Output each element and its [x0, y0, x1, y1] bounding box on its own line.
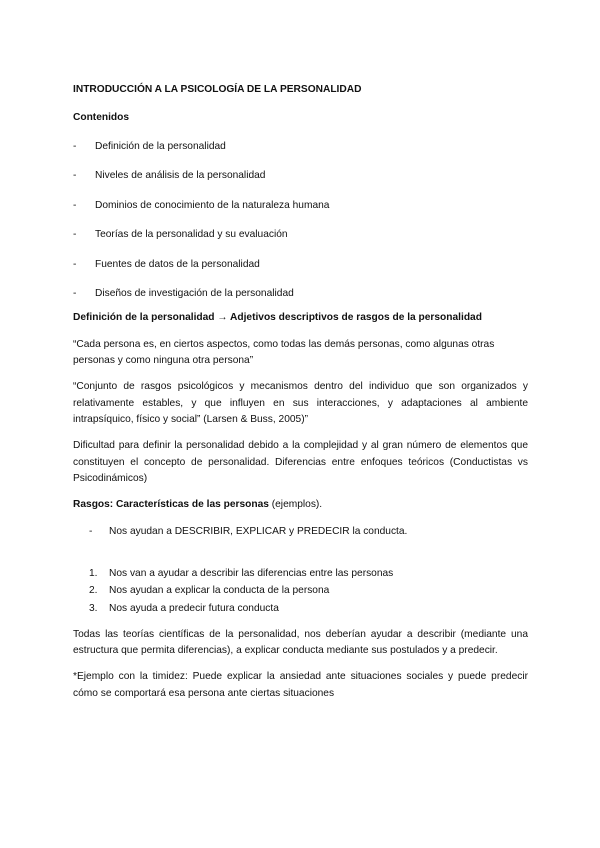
- list-item-text: Dominios de conocimiento de la naturaleza humana: [95, 199, 330, 211]
- item-number: 1.: [89, 567, 98, 579]
- numbered-item: [89, 583, 528, 599]
- dash-marker: -: [73, 258, 77, 270]
- traits-heading: Rasgos: Características de las personas: [73, 499, 269, 511]
- difficulty-paragraph: Dificultad para definir la personalidad debido a la complejidad y al gran número de elementos que constituyen el concepto de personalidad. Diferencias entre enfoques teóricos (Conductistas vs Psicodinámicos): [73, 440, 528, 484]
- bullet-text: Nos ayudan a DESCRIBIR, EXPLICAR y PREDECIR la conducta.: [109, 525, 408, 537]
- numbered-item: [89, 601, 528, 617]
- list-item: [73, 168, 528, 184]
- list-item: [73, 198, 528, 214]
- bullet-dash: -: [89, 525, 93, 537]
- numbered-item: [89, 566, 528, 582]
- quote-paragraph: “Cada persona es, en ciertos aspectos, como todas las demás personas, como algunas otras personas y como ninguna otra persona”: [73, 338, 495, 367]
- definition-heading: Definición de la personalidad → Adjetivos descriptivos de rasgos de la personalidad: [73, 312, 482, 324]
- definition-quote-paragraph: “Conjunto de rasgos psicológicos y mecanismos dentro del individuo que son organizados y relativamente estables, y que influyen en sus interacciones, y adaptaciones al ambiente intrapsíquico, físico y social” (Larsen & Buss, 2005)”: [73, 381, 528, 425]
- list-item-text: Fuentes de datos de la personalidad: [95, 258, 260, 270]
- list-item-text: Diseños de investigación de la personalidad: [95, 288, 294, 300]
- list-item: [73, 286, 528, 302]
- item-text: Nos van a ayudar a describir las diferencias entre las personas: [109, 567, 394, 579]
- list-item-text: Definición de la personalidad: [95, 140, 226, 152]
- traits-paragraph: [73, 497, 528, 513]
- item-text: Nos ayuda a predecir futura conducta: [109, 602, 279, 614]
- document-title: INTRODUCCIÓN A LA PSICOLOGÍA DE LA PERSONALIDAD: [73, 84, 362, 95]
- dash-marker: -: [73, 140, 77, 152]
- list-item-text: Niveles de análisis de la personalidad: [95, 170, 266, 182]
- document-page: [73, 82, 528, 712]
- dash-marker: -: [73, 170, 77, 182]
- bullet-item: [89, 524, 528, 540]
- list-item: [73, 227, 528, 243]
- example-paragraph: *Ejemplo con la timidez: Puede explicar la ansiedad ante situaciones sociales y puede predecir cómo se comportará esa persona ante ciertas situaciones: [73, 671, 528, 699]
- list-item-text: Teorías de la personalidad y su evaluación: [95, 229, 288, 241]
- list-item: [73, 257, 528, 273]
- contents-list: [73, 139, 528, 303]
- dash-marker: -: [73, 229, 77, 241]
- traits-suffix: (ejemplos).: [268, 499, 323, 511]
- item-number: 3.: [89, 602, 98, 614]
- dash-marker: -: [73, 288, 77, 300]
- contents-heading: Contenidos: [73, 112, 130, 124]
- item-text: Nos ayudan a explicar la conducta de la persona: [109, 585, 330, 597]
- theories-paragraph: Todas las teorías científicas de la personalidad, nos deberían ayudar a describir (mediante una estructura que permita diferencias), a explicar conducta mediante sus postulados y a predecir.: [73, 628, 528, 657]
- item-number: 2.: [89, 585, 98, 597]
- list-item: [73, 139, 528, 155]
- numbered-list: [73, 566, 528, 617]
- dash-marker: -: [73, 199, 77, 211]
